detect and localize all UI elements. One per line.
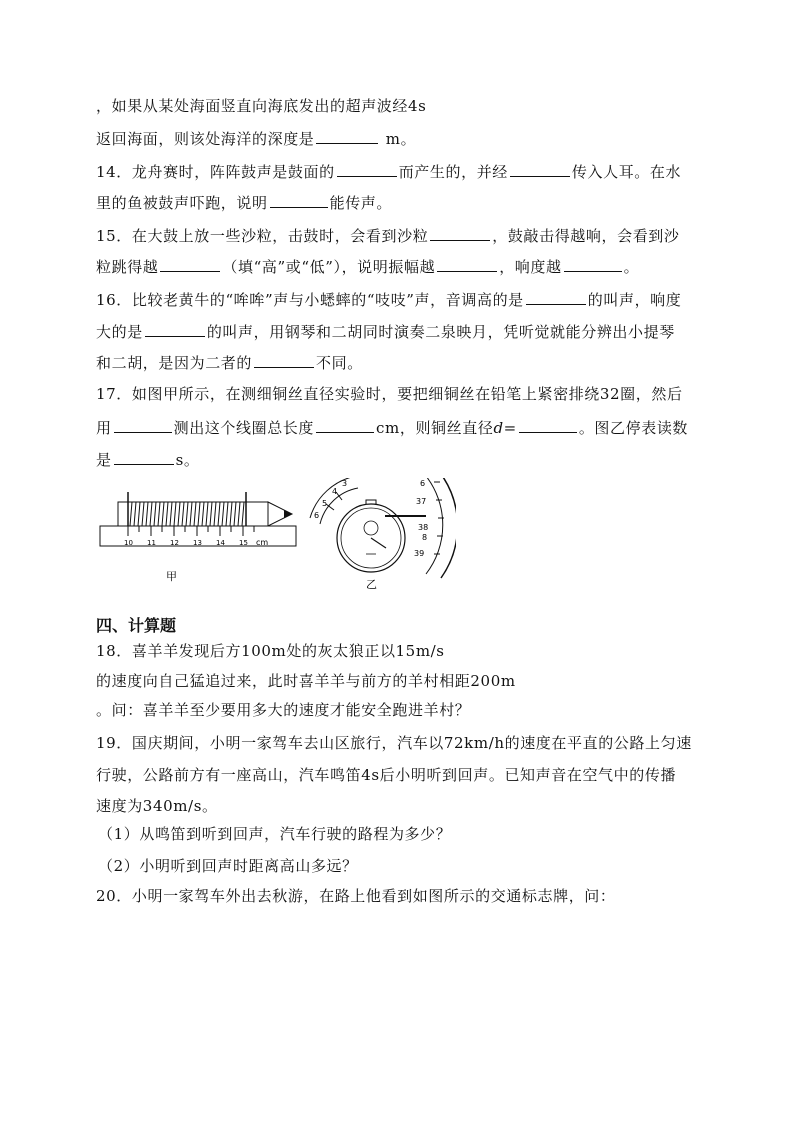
- q13-line2: 返回海面，则该处海洋的深度是 m。: [96, 127, 706, 149]
- big-dial-label: 38: [418, 523, 429, 532]
- q19-line2: 行驶，公路前方有一座高山，汽车鸣笛4s后小明听到回声。已知声音在空气中的传播: [96, 766, 677, 784]
- answer-blank[interactable]: [316, 127, 378, 144]
- answer-blank[interactable]: [430, 224, 490, 241]
- q17-line3: 是 s。: [96, 448, 706, 470]
- q18-line2: 的速度向自己猛追过来，此时喜羊羊与前方的羊村相距200m: [96, 672, 516, 690]
- q14-line1: 14．龙舟赛时，阵阵鼓声是鼓面的 而产生的，并经 传入人耳。在水: [96, 160, 706, 182]
- section-title: 四、计算题: [96, 616, 177, 635]
- big-dial-label: 39: [414, 549, 425, 558]
- answer-blank[interactable]: [526, 288, 586, 305]
- ruler-tick-label: 12: [170, 539, 179, 547]
- figure-svg: [96, 478, 456, 598]
- q20-line1: 20．小明一家驾车外出去秋游，在路上他看到如图所示的交通标志牌，问：: [96, 887, 616, 905]
- answer-blank[interactable]: [270, 191, 328, 208]
- ruler-unit: cm: [256, 538, 269, 547]
- ruler-tick-label: 13: [193, 539, 202, 547]
- big-dial-label: 37: [416, 497, 427, 506]
- small-dial-label: 3: [342, 479, 348, 488]
- q18-line3: 。问：喜羊羊至少要用多大的速度才能安全跑进羊村？: [96, 701, 471, 719]
- answer-blank[interactable]: [519, 416, 577, 433]
- q19-line1: 19．国庆期间，小明一家驾车去山区旅行，汽车以72km/h的速度在平直的公路上匀速: [96, 734, 692, 752]
- q16-line1: 16．比较老黄牛的“哞哞”声与小蟋蟀的“吱吱”声，音调高的是 的叫声，响度: [96, 288, 706, 310]
- answer-blank[interactable]: [564, 255, 622, 272]
- small-dial-label: 4: [332, 487, 338, 496]
- small-dial-label: 5: [322, 499, 328, 508]
- answer-blank[interactable]: [510, 160, 570, 177]
- answer-blank[interactable]: [114, 448, 174, 465]
- answer-blank[interactable]: [145, 320, 205, 337]
- big-dial-label: 6: [420, 479, 426, 488]
- q14-line2: 里的鱼被鼓声吓跑，说明 能传声。: [96, 191, 706, 213]
- q15-line2: 粒跳得越 （填“高”或“低”），说明振幅越 ，响度越 。: [96, 255, 706, 277]
- figure-ruler-stopwatch: [96, 478, 456, 598]
- answer-blank[interactable]: [114, 416, 172, 433]
- label-yi: 乙: [366, 578, 377, 591]
- q18-line1: 18．喜羊羊发现后方100m处的灰太狼正以15m/s: [96, 642, 445, 660]
- big-dial-label: 8: [422, 533, 428, 542]
- q19-sub1: （1）从鸣笛到听到回声，汽车行驶的路程为多少？: [98, 825, 452, 843]
- q15-line1: 15．在大鼓上放一些沙粒，击鼓时，会看到沙粒 ，鼓敲击得越响，会看到沙: [96, 224, 706, 246]
- q16-line3: 和二胡，是因为二者的 不同。: [96, 351, 706, 373]
- small-dial-label: 6: [314, 511, 320, 520]
- q17-line2: 用 测出这个线圈总长度 cm，则铜丝直径d= 。图乙停表读数: [96, 416, 706, 438]
- ruler-tick-label: 10: [124, 539, 133, 547]
- answer-blank[interactable]: [160, 255, 220, 272]
- ruler-tick-label: 14: [216, 539, 225, 547]
- answer-blank[interactable]: [337, 160, 397, 177]
- answer-blank[interactable]: [254, 351, 314, 368]
- label-jia: 甲: [166, 570, 177, 583]
- q17-line1: 17．如图甲所示，在测细铜丝直径实验时，要把细铜丝在铅笔上紧密排绕32圈，然后: [96, 385, 683, 403]
- q13-line1: ，如果从某处海面竖直向海底发出的超声波经4s: [96, 97, 427, 115]
- answer-blank[interactable]: [437, 255, 497, 272]
- q19-line3: 速度为340m/s。: [96, 797, 218, 815]
- ruler-tick-label: 15: [239, 539, 248, 547]
- ruler-tick-label: 11: [147, 539, 156, 547]
- q19-sub2: （2）小明听到回声时距离高山多远？: [98, 857, 358, 875]
- q16-line2: 大的是 的叫声，用钢琴和二胡同时演奏二泉映月，凭听觉就能分辨出小提琴: [96, 320, 706, 342]
- answer-blank[interactable]: [316, 416, 374, 433]
